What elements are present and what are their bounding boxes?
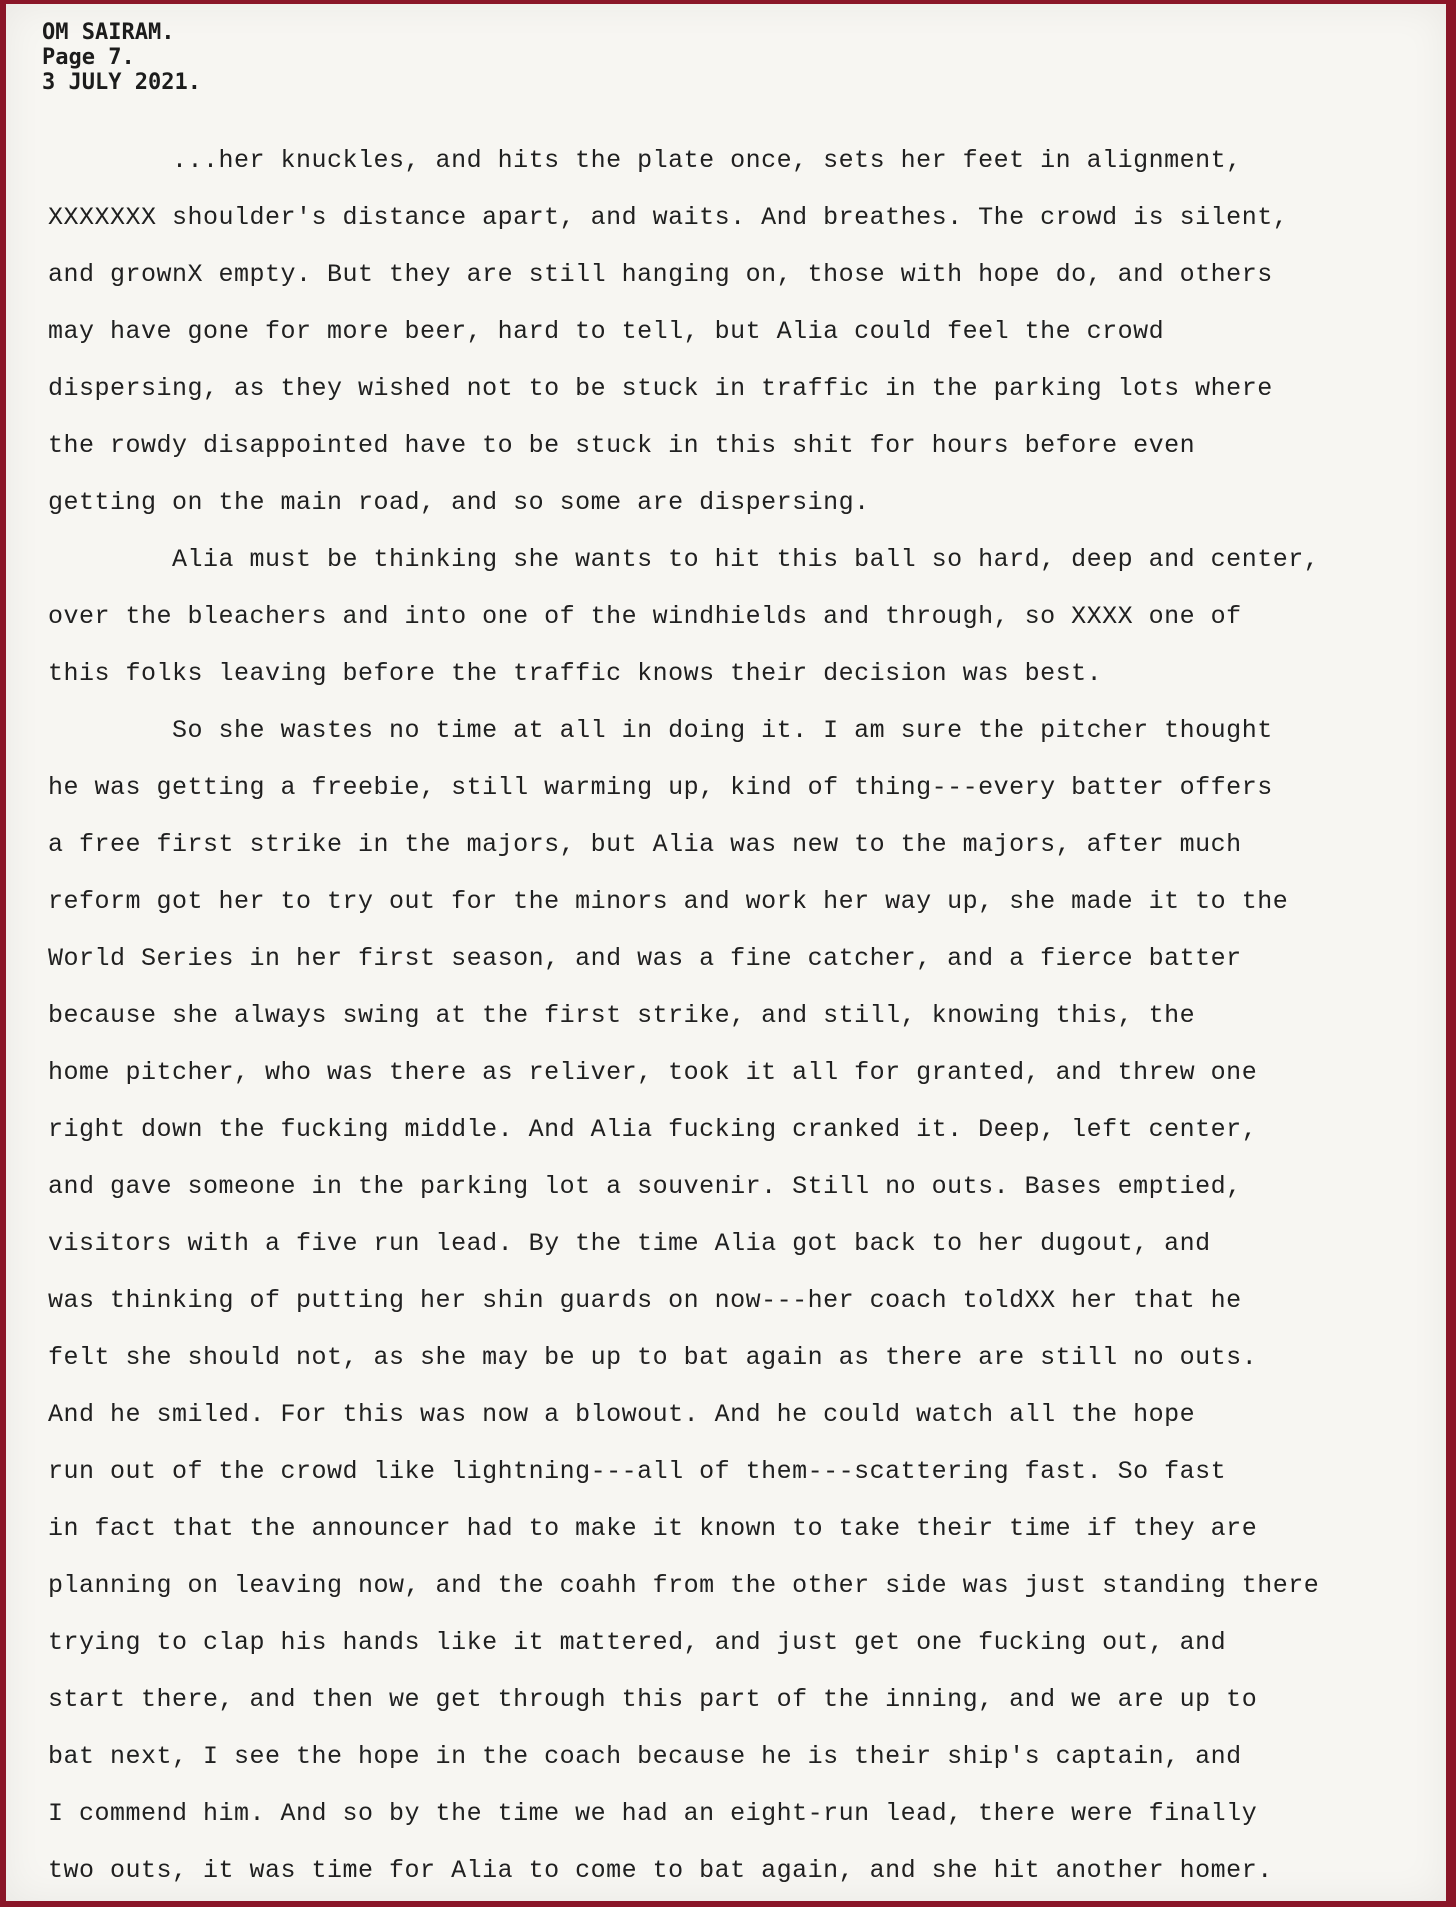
text-line: World Series in her first season, and was a fine catcher, and a fierce batter [48,944,1242,973]
page-header [42,20,201,95]
page-date: 3 JULY 2021. [42,70,201,95]
text-line: visitors with a five run lead. By the time Alia got back to her dugout, and [48,1229,1211,1258]
text-line: home pitcher, who was there as reliver, took it all for granted, and threw one [48,1058,1258,1087]
text-line: because she always swing at the first strike, and still, knowing this, the [48,1001,1196,1030]
text-line: was thinking of putting her shin guards on now---her coach toldXX her that he [48,1286,1242,1315]
text-line: I commend him. And so by the time we had an eight-run lead, there were finally [48,1799,1258,1828]
text-line: and grownX empty. But they are still hanging on, those with hope do, and others [48,260,1273,289]
text-line: getting on the main road, and so some are dispersing. [48,488,870,517]
text-line: ...her knuckles, and hits the plate once, sets her feet in alignment, [48,146,1242,175]
text-line: in fact that the announcer had to make it known to take their time if they are [48,1514,1258,1543]
text-line: the rowdy disappointed have to be stuck in this shit for hours before even [48,431,1196,460]
text-line: planning on leaving now, and the coahh from the other side was just standing there [48,1571,1320,1600]
text-line: and gave someone in the parking lot a souvenir. Still no outs. Bases emptied, [48,1172,1242,1201]
text-line: a free first strike in the majors, but Alia was new to the majors, after much [48,830,1242,859]
text-line: may have gone for more beer, hard to tell, but Alia could feel the crowd [48,317,1165,346]
text-line: trying to clap his hands like it mattered, and just get one fucking out, and [48,1628,1227,1657]
text-line: Alia must be thinking she wants to hit this ball so hard, deep and center, [48,545,1320,574]
text-line: run out of the crowd like lightning---all of them---scattering fast. So fast [48,1457,1227,1486]
typewritten-page [6,4,1446,1901]
text-line: bat next, I see the hope in the coach because he is their ship's captain, and [48,1742,1242,1771]
header-title: OM SAIRAM. [42,20,175,45]
text-line: reform got her to try out for the minors and work her way up, she made it to the [48,887,1289,916]
text-line: dispersing, as they wished not to be stuck in traffic in the parking lots where [48,374,1273,403]
text-line: two outs, it was time for Alia to come to bat again, and she hit another homer. [48,1856,1273,1885]
text-line: start there, and then we get through this part of the inning, and we are up to [48,1685,1258,1714]
manuscript-body [48,132,1423,1899]
text-line: And he smiled. For this was now a blowout. And he could watch all the hope [48,1400,1196,1429]
page-number: Page 7. [42,45,135,70]
text-line: right down the fucking middle. And Alia fucking cranked it. Deep, left center, [48,1115,1258,1144]
text-line: felt she should not, as she may be up to bat again as there are still no outs. [48,1343,1258,1372]
text-line: he was getting a freebie, still warming up, kind of thing---every batter offers [48,773,1273,802]
text-line: over the bleachers and into one of the windhields and through, so XXXX one of [48,602,1242,631]
text-line: this folks leaving before the traffic knows their decision was best. [48,659,1103,688]
text-line: So she wastes no time at all in doing it. I am sure the pitcher thought [48,716,1273,745]
text-line: XXXXXXX shoulder's distance apart, and waits. And breathes. The crowd is silent, [48,203,1289,232]
